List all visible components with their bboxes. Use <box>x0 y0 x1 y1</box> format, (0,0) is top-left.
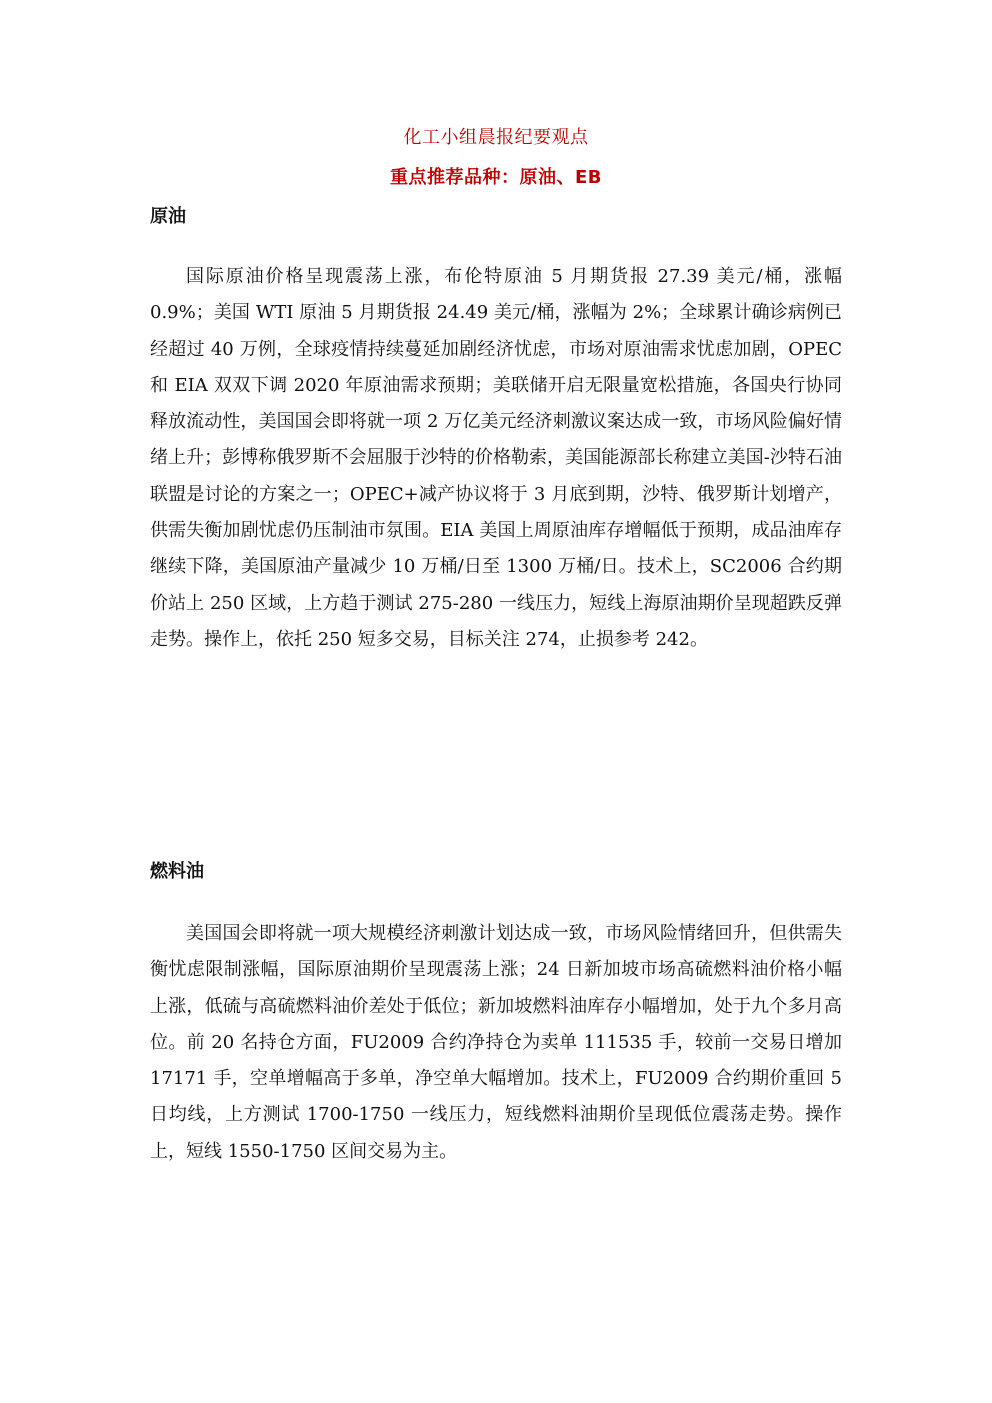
section-body-crude-oil: 国际原油价格呈现震荡上涨，布伦特原油 5 月期货报 27.39 美元/桶，涨幅 0.9%；美国 WTI 原油 5 月期货报 24.49 美元/桶，涨幅为 2%；全球累计确诊病例已经超过 40 万例，全球疫情持续蔓延加剧经济忧虑，市场对原油需求忧虑加剧，OPEC 和 EIA 双双下调 2020 年原油需求预期；美联储开启无限量宽松措施，各国央行协同释放流动性，美国国会即将就一项 2 万亿美元经济刺激议案达成一致，市场风险偏好情绪上升；彭博称俄罗斯不会屈服于沙特的价格勒索，美国能源部长称建立美国-沙特石油联盟是讨论的方案之一；OPEC+减产协议将于 3 月底到期，沙特、俄罗斯计划增产，供需失衡加剧忧虑仍压制油市氛围。EIA 美国上周原油库存增幅低于预期，成品油库存继续下降，美国原油产量减少 10 万桶/日至 1300 万桶/日。技术上，SC2006 合约期价站上 250 区域，上方趋于测试 275-280 一线压力，短线上海原油期价呈现超跌反弹走势。操作上，依托 250 短多交易，目标关注 274，止损参考 242。 <box>150 266 842 650</box>
document-subtitle: 重点推荐品种：原油、EB <box>389 167 602 188</box>
section-body-fuel-oil: 美国国会即将就一项大规模经济刺激计划达成一致，市场风险情绪回升，但供需失衡忧虑限制涨幅，国际原油期价呈现震荡上涨；24 日新加坡市场高硫燃料油价格小幅上涨，低硫与高硫燃料油价差处于低位；新加坡燃料油库存小幅增加，处于九个多月高位。前 20 名持仓方面，FU2009 合约净持仓为卖单 111535 手，较前一交易日增加 17171 手，空单增幅高于多单，净空单大幅增加。技术上，FU2009 合约期价重回 5 日均线，上方测试 1700-1750 一线压力，短线燃料油期价呈现低位震荡走势。操作上，短线 1550-1750 区间交易为主。 <box>150 923 842 1162</box>
section-heading-fuel-oil: 燃料油 <box>150 861 204 882</box>
section-heading-crude-oil: 原油 <box>150 206 186 227</box>
document-title: 化工小组晨报纪要观点 <box>403 127 589 148</box>
